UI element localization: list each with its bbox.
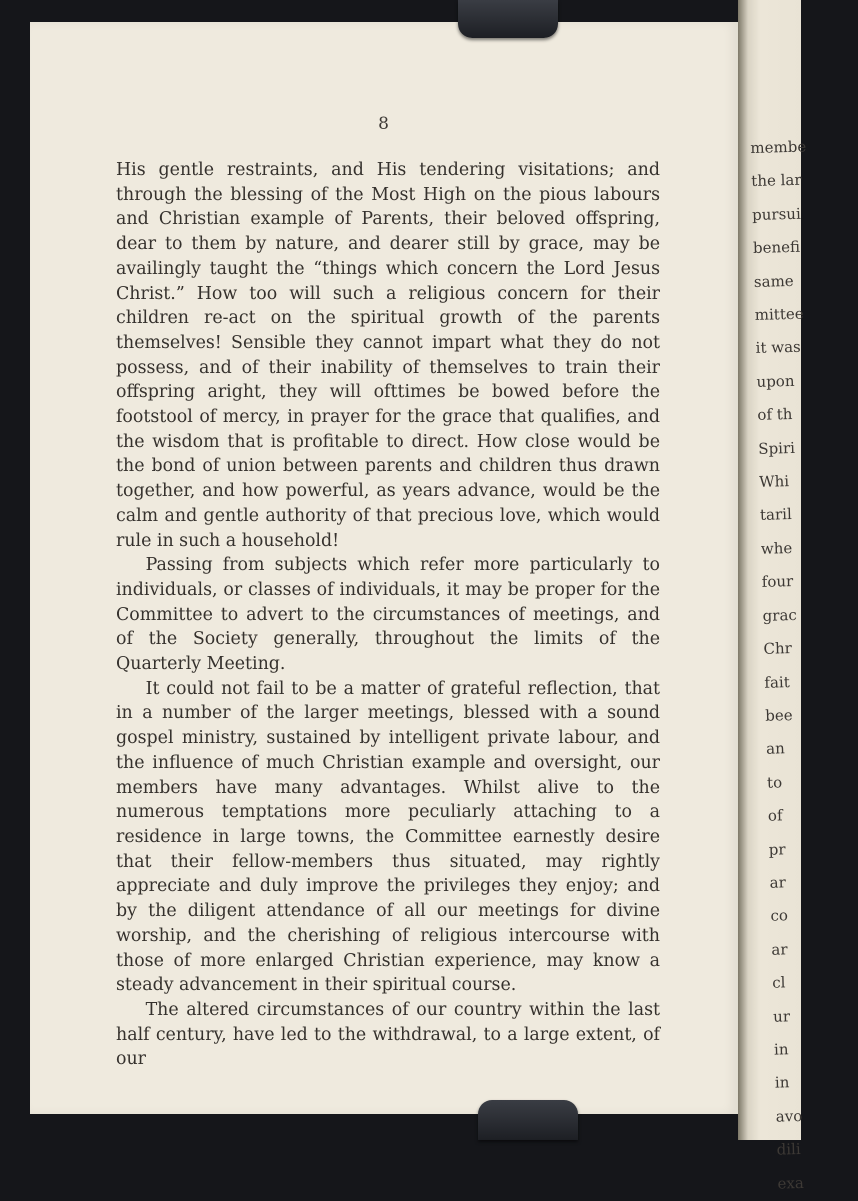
facing-page: [738, 0, 807, 1193]
facing-fragment: grac: [762, 605, 798, 625]
facing-fragment: it was: [755, 338, 801, 358]
facing-fragment: bee: [765, 705, 793, 725]
facing-fragment: the lar: [751, 171, 802, 191]
facing-fragment: exa: [777, 1173, 805, 1193]
facing-fragment: benefi: [752, 237, 801, 258]
paragraph: It could not fail to be a matter of grateful reflection, that in a number of the larger meetings, blessed with a sound gospel ministry, sustained by intelligent private labour, and the influence of much Christian example and oversight, our members have many advantages. Whilst alive to the numerous temptations more peculiarly attaching to a residence in large towns, the Committee earnestly desire that their fellow-members thus situated, may rightly appreciate and duly improve the privileges they enjoy; and by the diligent attendance of all our meetings for divine worship, and the cherishing of religious intercourse with those of more enlarged Christian experience, may know a steady advancement in their spiritual course.: [116, 678, 660, 996]
page-number: 8: [378, 114, 390, 134]
facing-fragment: Chr: [763, 639, 793, 658]
bottom-binder-clip: [478, 1100, 578, 1140]
facing-fragment: an: [765, 739, 785, 759]
facing-fragment: four: [761, 572, 794, 592]
facing-fragment: to: [766, 773, 783, 792]
facing-fragment: ur: [772, 1006, 791, 1026]
facing-fragment: pursui: [751, 204, 801, 224]
facing-fragment: membe: [750, 137, 807, 157]
page-body: [116, 158, 660, 1072]
facing-fragment: same: [753, 271, 794, 291]
facing-fragment: mittee: [754, 304, 804, 324]
facing-fragment: upon: [756, 371, 795, 391]
facing-fragment: pr: [768, 839, 786, 859]
paragraph: Passing from subjects which refer more particularly to individuals, or classes of individuals, it may be proper for the Committee to advert to the circumstances of meetings, and of the Society generally, throughout the limits of the Quarterly Meeting.: [116, 555, 660, 675]
book-page: [30, 22, 738, 1114]
facing-fragment: of th: [757, 405, 793, 425]
facing-fragment: of: [767, 806, 783, 825]
facing-fragment: avo: [775, 1106, 803, 1126]
paragraph: The altered circumstances of our country within the last half century, have led to the withdrawal, to a large extent, of our: [116, 999, 660, 1070]
facing-fragment: dili: [776, 1140, 801, 1159]
facing-fragment: in: [774, 1073, 790, 1093]
facing-fragment: ar: [769, 873, 787, 892]
facing-fragment: in: [773, 1040, 789, 1059]
top-binder-clip: [458, 0, 558, 38]
facing-fragment: fait: [764, 672, 790, 692]
facing-fragment: whe: [760, 538, 793, 558]
paragraph: His gentle restraints, and His tendering visitations; and through the blessing of the Most High on the pious labours and Christian example of Parents, their beloved offspring, dear to them by nature, and dearer still by grace, may be availingly taught the “things which concern the Lord Jesus Christ.” How too will such a religious concern for their children re-act on the spiritual growth of the parents themselves! Sensible they cannot impart what they do not possess, and of their inability of themselves to train their offspring aright, they will ofttimes be bowed before the footstool of mercy, in prayer for the grace that qualifies, and the wisdom that is profitable to direct. How close would be the bond of union between parents and children thus drawn together, and how powerful, as years advance, would be the calm and gentle authority of that precious love, which would rule in such a household!: [116, 160, 660, 551]
facing-fragment: Spiri: [758, 438, 796, 458]
facing-page-text: [750, 130, 858, 1201]
facing-fragment: cl: [772, 973, 786, 992]
facing-fragment: co: [770, 906, 789, 926]
facing-fragment: taril: [759, 505, 793, 525]
facing-fragment: Whi: [758, 472, 790, 491]
facing-fragment: ar: [771, 940, 788, 959]
